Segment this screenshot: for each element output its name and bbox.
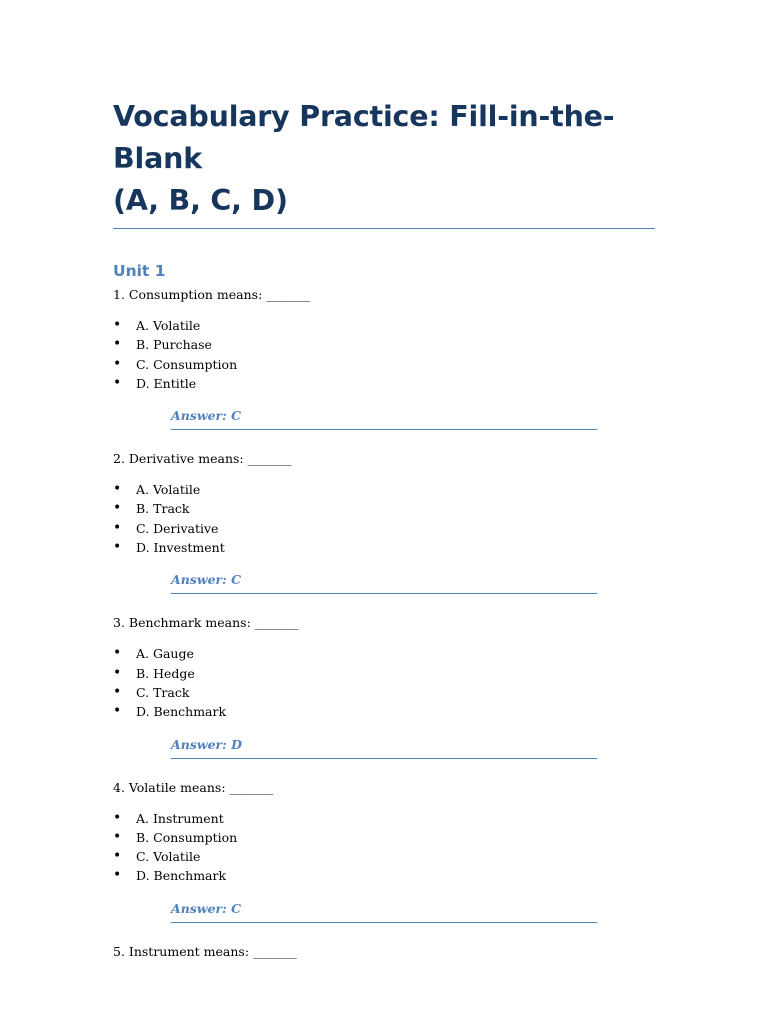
question-prompt: 3. Benchmark means: _______ [113,615,299,631]
option-item [113,499,655,518]
question-1 [113,286,655,430]
option-text: A. Gauge [136,646,194,662]
question-prompt: 5. Instrument means: _______ [113,943,297,959]
option-text: C. Volatile [136,849,201,865]
option-item [113,335,655,354]
option-item [113,480,655,499]
option-item [113,538,655,557]
bullet-icon: • [113,809,122,826]
bullet-icon: • [113,867,122,884]
option-item [113,683,655,702]
bullet-icon: • [113,481,122,498]
option-text: A. Volatile [136,482,201,498]
document-page [113,96,655,961]
option-item [113,809,655,828]
option-text: D. Benchmark [136,704,227,720]
option-item [113,355,655,374]
option-item [113,316,655,335]
bullet-icon: • [113,355,122,372]
option-item [113,702,655,721]
option-list [113,316,655,393]
option-item [113,828,655,847]
bullet-icon: • [113,645,122,662]
unit-heading: Unit 1 [113,262,166,280]
option-item [113,519,655,538]
answer-line: Answer: D [171,736,597,759]
bullet-icon: • [113,848,122,865]
bullet-icon: • [113,539,122,556]
question-5 [113,943,655,961]
option-list [113,809,655,886]
document-title [113,96,655,229]
question-prompt: 2. Derivative means: _______ [113,451,292,467]
option-text: C. Derivative [136,520,219,536]
bullet-icon: • [113,683,122,700]
option-text: C. Track [136,684,190,700]
option-text: A. Instrument [136,810,224,826]
bullet-icon: • [113,828,122,845]
option-item [113,847,655,866]
option-text: D. Investment [136,540,225,556]
question-3 [113,614,655,758]
bullet-icon: • [113,519,122,536]
question-prompt: 1. Consumption means: _______ [113,287,311,302]
option-item [113,664,655,683]
title-line-1: Vocabulary Practice: Fill-in-the-Blank [113,100,615,175]
option-text: C. Consumption [136,356,238,372]
question-prompt: 4. Volatile means: _______ [113,779,274,795]
bullet-icon: • [113,703,122,720]
option-text: B. Hedge [136,665,195,681]
bullet-icon: • [113,374,122,391]
option-text: D. Benchmark [136,868,227,884]
option-text: B. Track [136,501,190,517]
answer-line: Answer: C [171,407,597,430]
answer-line: Answer: C [171,900,597,923]
option-text: D. Entitle [136,375,197,391]
option-text: A. Volatile [136,318,201,333]
title-line-2: (A, B, C, D) [113,184,288,217]
option-item [113,644,655,663]
question-4 [113,779,655,923]
option-text: B. Purchase [136,337,212,353]
bullet-icon: • [113,500,122,517]
question-2 [113,450,655,594]
option-list [113,644,655,721]
bullet-icon: • [113,336,122,353]
bullet-icon: • [113,664,122,681]
bullet-icon: • [113,317,122,333]
option-list [113,480,655,557]
option-item [113,374,655,393]
answer-line: Answer: C [171,571,597,594]
option-text: B. Consumption [136,829,238,845]
option-item [113,866,655,885]
